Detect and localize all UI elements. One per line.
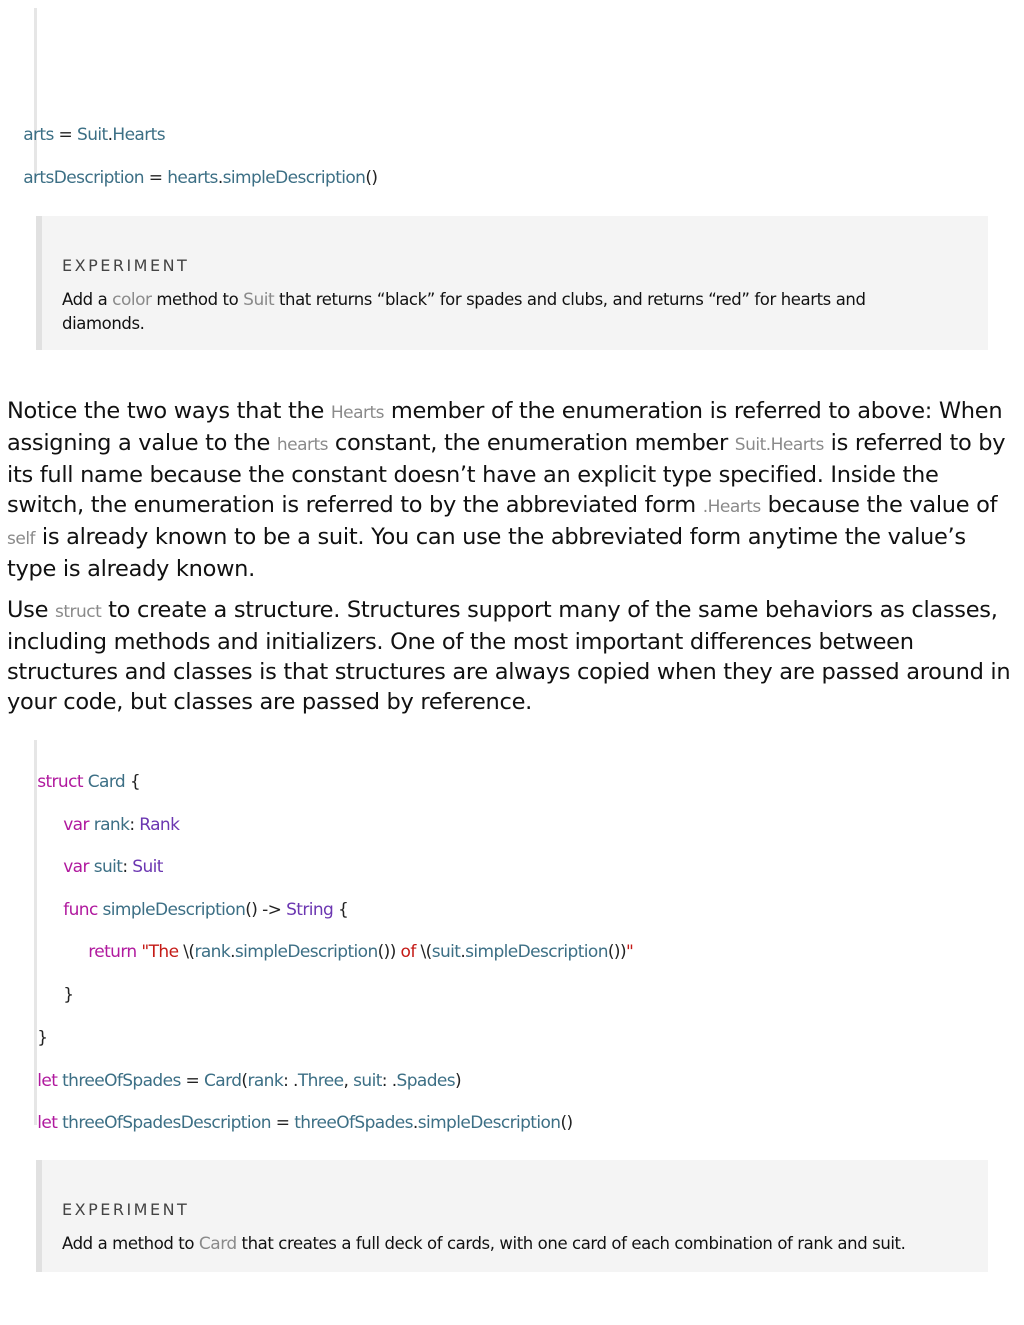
code-line: func simpleDescription() -> String { <box>63 900 349 920</box>
code-block-struct-card <box>0 740 1000 1133</box>
code-line: } <box>63 985 74 1005</box>
experiment-heading: EXPERIMENT <box>62 256 190 275</box>
code-line: let threeOfSpades = Card(rank: .Three, suit: .Spades) <box>37 1071 462 1091</box>
inline-code: struct <box>55 602 102 622</box>
code-line: return "The \(rank.simpleDescription()) of \(suit.simpleDescription())" <box>88 942 634 962</box>
code-line: arts = Suit.Hearts <box>23 125 165 145</box>
code-line: var rank: Rank <box>63 815 180 835</box>
code-line: let threeOfSpadesDescription = threeOfSpades.simpleDescription() <box>37 1113 573 1133</box>
inline-code: Suit <box>243 290 275 310</box>
code-line: var suit: Suit <box>63 857 163 877</box>
inline-code: Hearts <box>330 403 385 423</box>
experiment-box <box>36 1160 988 1272</box>
code-line: } <box>37 1028 48 1048</box>
code-line: artsDescription = hearts.simpleDescription() <box>23 168 378 188</box>
code-line: struct Card { <box>37 772 141 792</box>
experiment-text: Add a color method to Suit that returns “black” for spades and clubs, and returns “red” for hearts and diamonds. <box>62 290 866 333</box>
code-block-hearts <box>0 0 1000 188</box>
inline-code: self <box>7 529 36 549</box>
experiment-text: Add a method to Card that creates a full deck of cards, with one card of each combination of rank and suit. <box>62 1234 906 1254</box>
body-paragraph: Use struct to create a structure. Structures support many of the same behaviors as classes, including methods and initializers. One of the most important differences between structures and classes is that structures are always copied when they are passed around in your code, but classes are passed by reference. <box>7 597 1011 715</box>
inline-code: Suit.Hearts <box>734 435 824 455</box>
experiment-heading: EXPERIMENT <box>62 1200 190 1219</box>
body-paragraph: Notice the two ways that the Hearts member of the enumeration is referred to above: When assigning a value to the hearts constant, the enumeration member Suit.Hearts is referred to by its full name because the constant doesn’t have an explicit type specified. Inside the switch, the enumeration is referred to by the abbreviated form .Hearts because the value of self is already known to be a suit. You can use the abbreviated form anytime the value’s type is already known. <box>7 398 1006 582</box>
experiment-box <box>36 216 988 350</box>
inline-code: color <box>112 290 152 310</box>
inline-code: .Hearts <box>702 497 761 517</box>
inline-code: Card <box>198 1234 237 1254</box>
inline-code: hearts <box>276 435 329 455</box>
